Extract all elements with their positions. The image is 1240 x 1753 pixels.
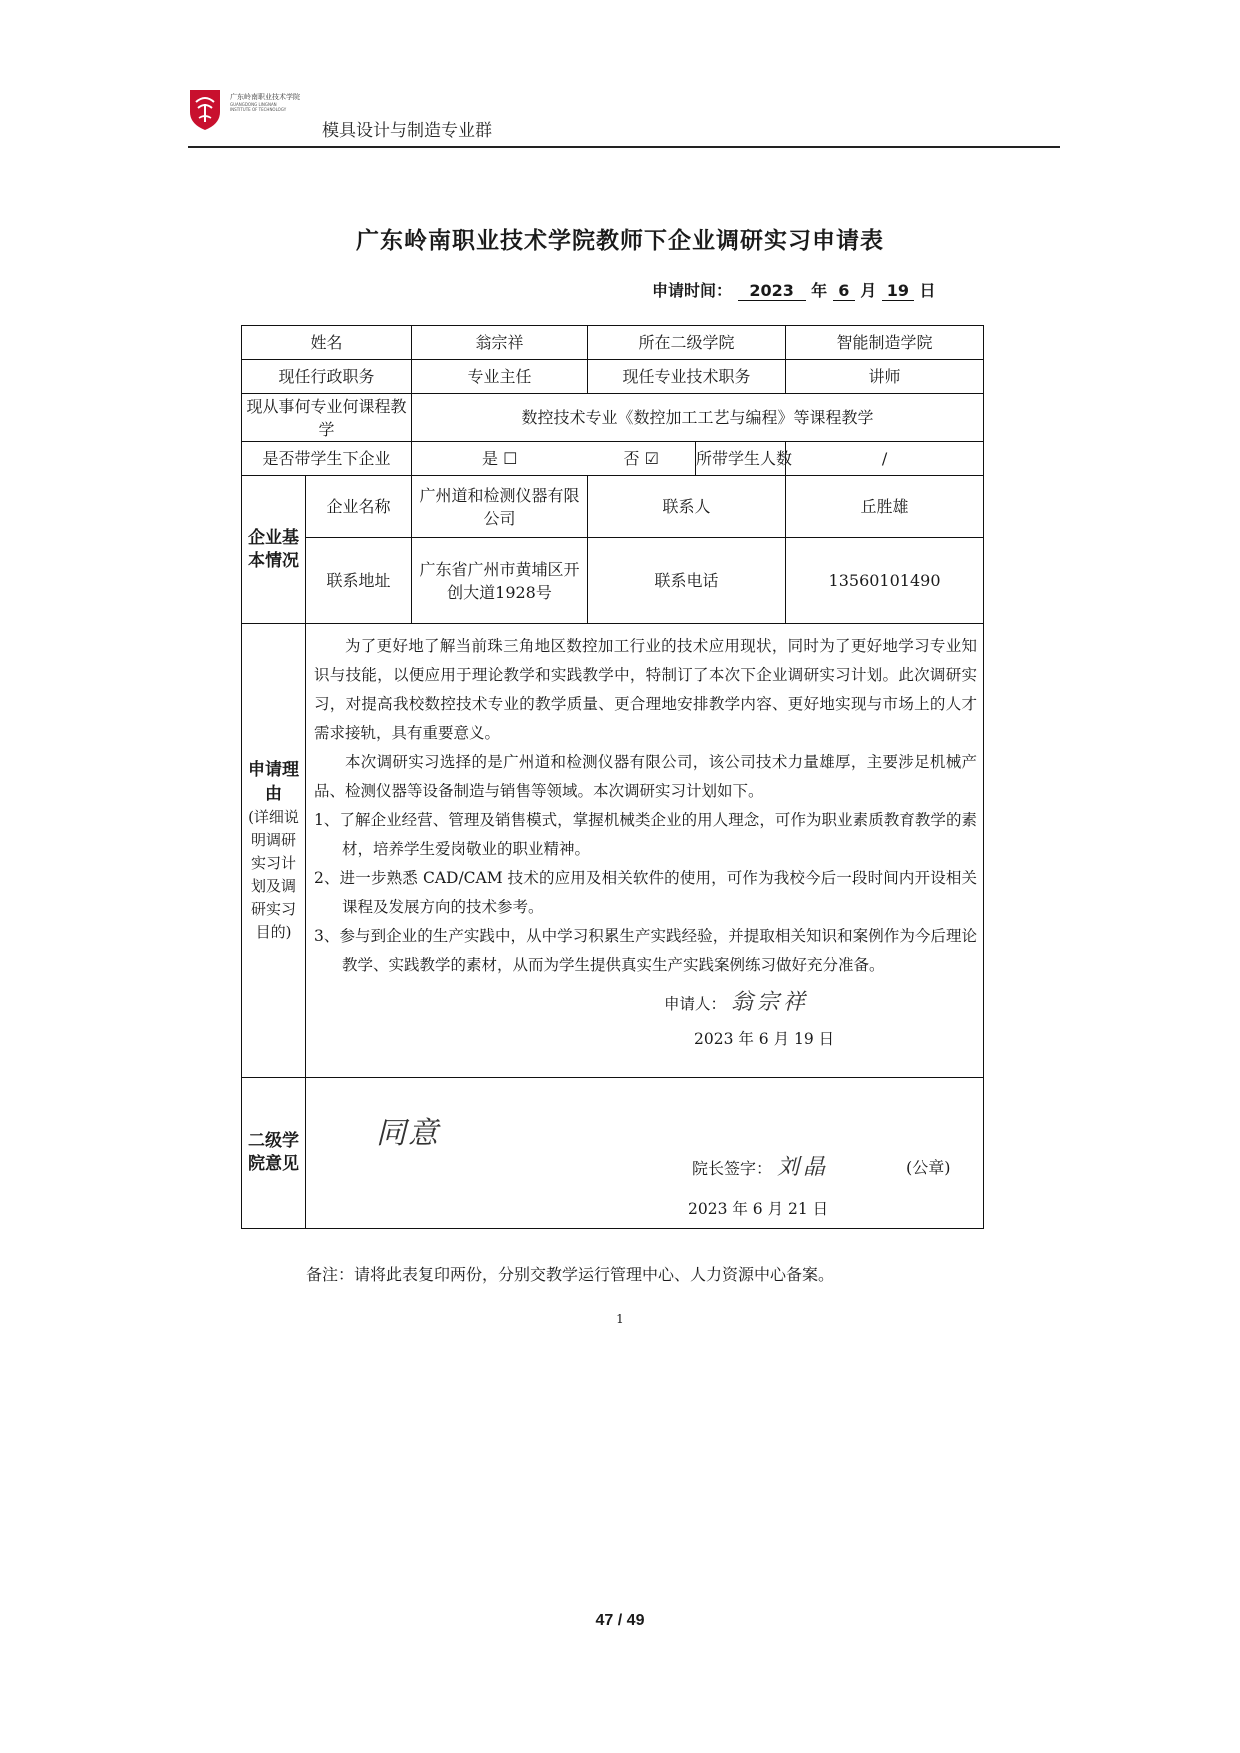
table-row	[242, 394, 984, 442]
apply-month-unit: 月	[860, 281, 877, 300]
table-row	[242, 442, 984, 476]
apply-date-label: 申请时间：	[652, 281, 733, 300]
name-value: 翁宗祥	[412, 326, 588, 360]
table-row	[242, 1078, 984, 1229]
phone-label: 联系电话	[588, 538, 786, 624]
student-count-label: 所带学生人数	[696, 442, 786, 476]
bring-students-label: 是否带学生下企业	[242, 442, 412, 476]
apply-year: 2023	[738, 281, 806, 301]
page-counter: 47 / 49	[595, 1612, 645, 1629]
applicant-line	[314, 988, 977, 1019]
enterprise-name-label: 企业名称	[306, 476, 412, 538]
logo-cn-text: 广东岭南职业技术学院	[230, 93, 300, 101]
applicant-label: 申请人：	[664, 995, 727, 1013]
page-header	[188, 86, 1060, 148]
enterprise-section-label: 企业基本情况	[242, 476, 306, 624]
name-label: 姓名	[242, 326, 412, 360]
dean-sign-line	[692, 1156, 829, 1180]
bring-students-no: 否 ☑	[588, 442, 696, 476]
student-count-value: /	[786, 442, 984, 476]
plan-item: 2、进一步熟悉 CAD/CAM 技术的应用及相关软件的使用，可作为我校今后一段时间内开设相关课程及发展方向的技术参考。	[314, 869, 978, 916]
group-title: 模具设计与制造专业群	[322, 121, 492, 141]
contact-person-value: 丘胜雄	[786, 476, 984, 538]
apply-year-unit: 年	[811, 281, 828, 300]
applicant-date: 2023 年 6 月 19 日	[694, 1030, 835, 1048]
opinion-section-label: 二级学院意见	[242, 1078, 306, 1229]
opinion-content	[306, 1078, 984, 1229]
dean-signature: 刘晶	[777, 1155, 830, 1180]
address-label: 联系地址	[306, 538, 412, 624]
teaching-label: 现从事何专业何课程教学	[242, 394, 412, 442]
reason-paragraph: 为了更好地了解当前珠三角地区数控加工行业的技术应用现状，同时为了更好地学习专业知识与技能，以便应用于理论教学和实践教学中，特制订了本次下企业调研实习计划。此次调研实习，对提高我校数控技术专业的教学质量、更合理地安排教学内容、更好地实现与市场上的人才需求接轨，具有重要意义。	[314, 637, 978, 742]
application-form-table	[241, 325, 984, 1229]
opinion-handwritten: 同意	[376, 1116, 440, 1151]
table-row	[242, 326, 984, 360]
admin-position-label: 现任行政职务	[242, 360, 412, 394]
address-value: 广东省广州市黄埔区开创大道1928号	[412, 538, 588, 624]
reason-section-note: (详细说明调研实习计划及调研实习目的)	[248, 807, 299, 941]
inner-page-number: 1	[616, 1312, 624, 1326]
admin-position-value: 专业主任	[412, 360, 588, 394]
plan-item: 3、参与到企业的生产实践中，从中学习积累生产实践经验，并提取相关知识和案例作为今后理论教学、实践教学的素材，从而为学生提供真实生产实践案例练习做好充分准备。	[314, 927, 978, 974]
phone-value: 13560101490	[786, 538, 984, 624]
opinion-date: 2023 年 6 月 21 日	[688, 1200, 829, 1218]
logo-en-text: GUANGDONG LINGNAN INSTITUTE OF TECHNOLOGY	[230, 102, 287, 112]
plan-item: 1、了解企业经营、管理及销售模式，掌握机械类企业的用人理念，可作为职业素质教育教学的素材，培养学生爱岗敬业的职业精神。	[314, 811, 978, 858]
tech-position-value: 讲师	[786, 360, 984, 394]
college-label: 所在二级学院	[588, 326, 786, 360]
applicant-signature: 翁宗祥	[730, 990, 809, 1015]
contact-person-label: 联系人	[588, 476, 786, 538]
official-seal-text: (公章)	[906, 1158, 951, 1177]
college-emblem-icon	[188, 88, 222, 132]
apply-date	[652, 278, 936, 301]
dean-label: 院长签字：	[692, 1159, 773, 1178]
reason-paragraph: 本次调研实习选择的是广州道和检测仪器有限公司，该公司技术力量雄厚，主要涉足机械产品、检测仪器等设备制造与销售等领域。本次调研实习计划如下。	[314, 753, 978, 800]
enterprise-name-value: 广州道和检测仪器有限公司	[412, 476, 588, 538]
remark-note: 备注：请将此表复印两份，分别交教学运行管理中心、人力资源中心备案。	[306, 1265, 835, 1284]
table-row	[242, 624, 984, 1078]
college-value: 智能制造学院	[786, 326, 984, 360]
apply-day: 19	[882, 281, 914, 301]
apply-day-unit: 日	[919, 281, 936, 300]
document-title: 广东岭南职业技术学院教师下企业调研实习申请表	[356, 228, 884, 254]
teaching-value: 数控技术专业《数控加工工艺与编程》等课程教学	[412, 394, 984, 442]
table-row	[242, 476, 984, 538]
reason-content	[306, 624, 984, 1078]
table-row	[242, 360, 984, 394]
apply-month: 6	[833, 281, 855, 301]
tech-position-label: 现任专业技术职务	[588, 360, 786, 394]
table-row	[242, 538, 984, 624]
college-logo	[188, 88, 318, 134]
reason-section	[242, 624, 306, 1078]
reason-section-label: 申请理由	[248, 759, 299, 804]
bring-students-yes: 是 ☐	[412, 442, 588, 476]
